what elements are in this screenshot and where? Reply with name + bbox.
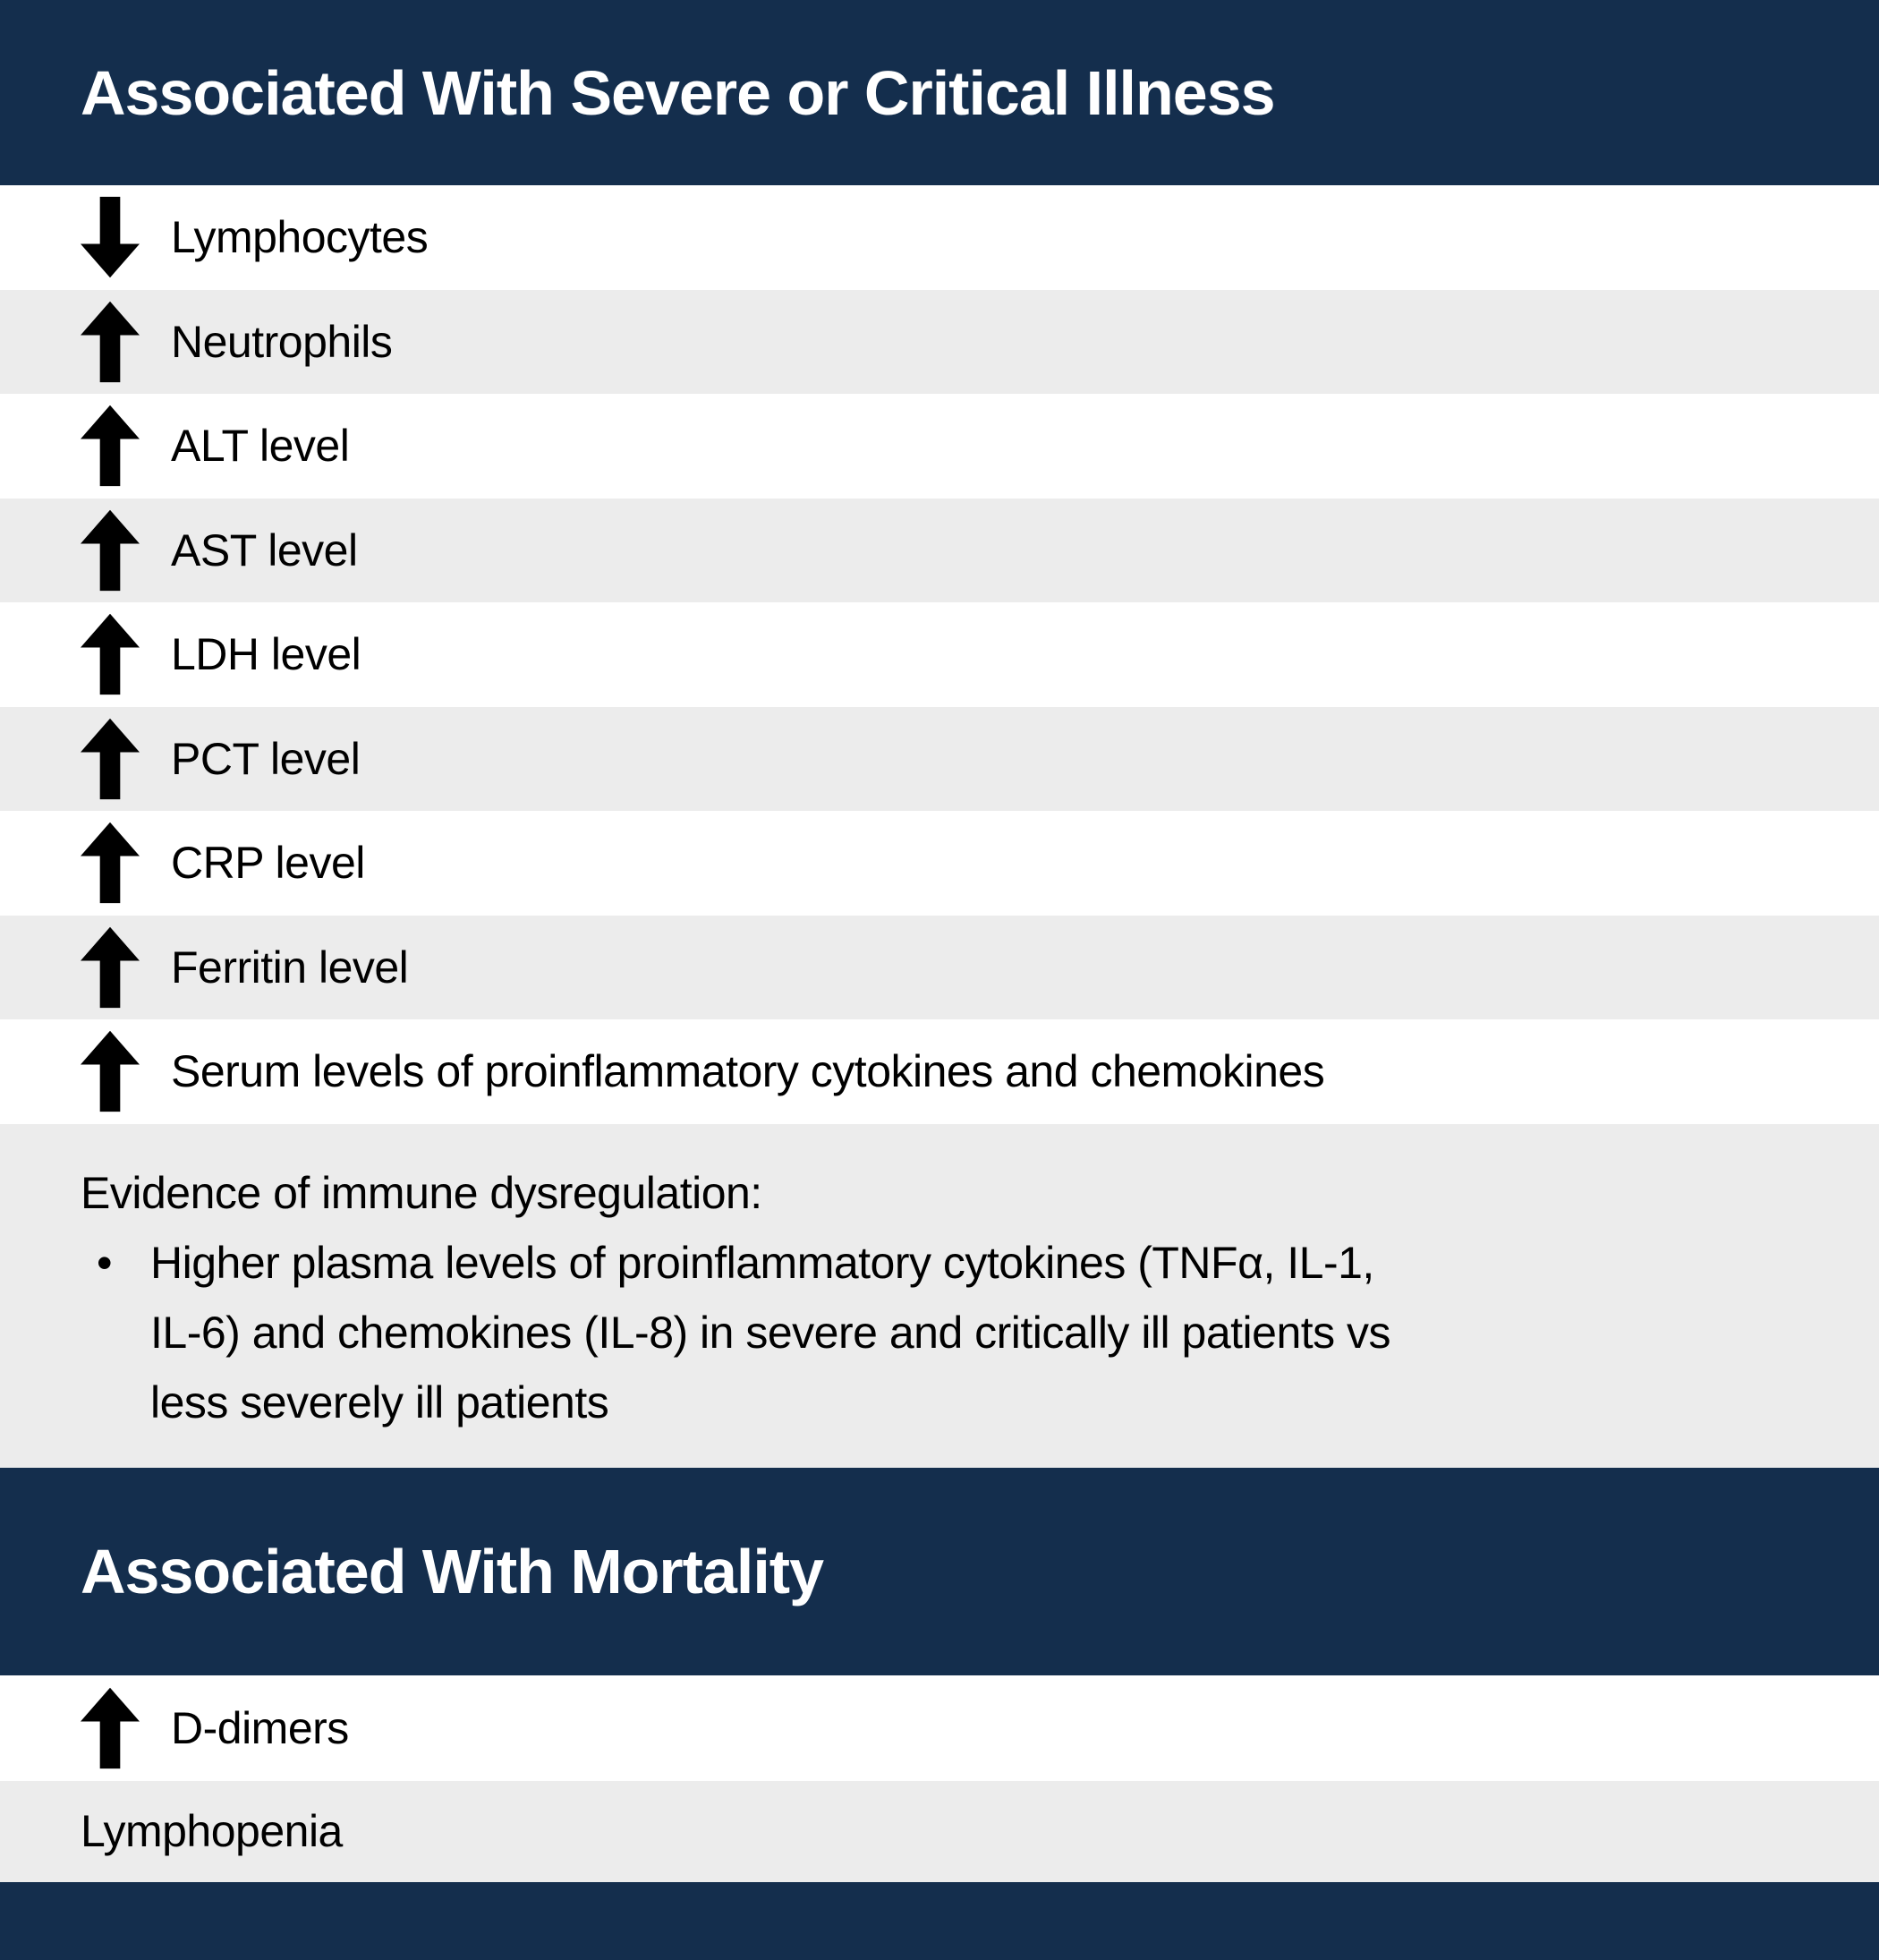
lab-row-label: Serum levels of proinflammatory cytokines and chemokines [171,1046,1325,1097]
lab-row-label: Neutrophils [171,316,393,367]
section-header-mortality [0,1468,1879,1675]
lab-row-label: PCT level [171,733,361,784]
lab-row-lymphopenia [0,1781,1879,1882]
section-header-severe-illness [0,0,1879,185]
lab-row-label: D-dimers [171,1702,349,1753]
lab-row-pct-level [0,707,1879,812]
footer-bar [0,1882,1879,1960]
lab-row-alt-level [0,394,1879,499]
arrow-up-icon [81,301,140,383]
bullet-icon [81,1228,150,1437]
arrow-up-icon [81,1687,140,1769]
immune-dysregulation-note [0,1124,1879,1468]
lab-row-crp-level [0,811,1879,916]
lab-row-label: Lymphocytes [171,212,429,263]
arrow-up-icon [81,405,140,487]
arrow-up-icon [81,718,140,800]
arrow-down-icon [81,196,140,278]
lab-row-label: CRP level [171,838,365,889]
lab-row-lymphocytes [0,185,1879,290]
arrow-up-icon [81,509,140,592]
lab-row-cytokines [0,1019,1879,1124]
lab-row-ferritin-level [0,916,1879,1020]
arrow-up-icon [81,613,140,695]
lab-row-ast-level [0,499,1879,603]
note-heading: Evidence of immune dysregulation: [81,1167,762,1218]
note-bullet-text: Higher plasma levels of proinflammatory cytokines (TNFα, IL-1, IL-6) and chemokines (IL-8) in severe and critically ill patients vs less severely ill patients [150,1237,1391,1427]
lab-row-neutrophils [0,290,1879,395]
arrow-up-icon [81,822,140,904]
lab-row-label: Lymphopenia [81,1806,343,1856]
lab-row-d-dimers [0,1675,1879,1781]
section-title-severe-illness: Associated With Severe or Critical Illness [81,57,1275,128]
lab-row-label: Ferritin level [171,942,409,993]
note-bullet [81,1228,1825,1437]
lab-row-label: LDH level [171,629,361,680]
lab-row-ldh-level [0,602,1879,707]
lab-row-label: ALT level [171,421,350,472]
arrow-up-icon [81,926,140,1009]
section-title-mortality: Associated With Mortality [81,1536,824,1606]
lab-row-label: AST level [171,524,358,575]
arrow-up-icon [81,1030,140,1112]
